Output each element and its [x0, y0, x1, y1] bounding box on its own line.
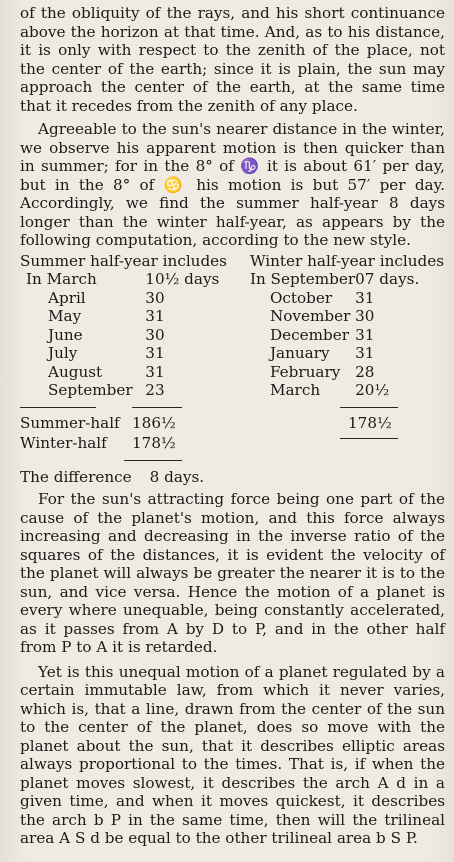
summer-half-label: Summer-half — [20, 413, 120, 432]
winter-month: In September — [249, 270, 356, 288]
winter-month: February — [269, 362, 341, 381]
difference-line — [20, 468, 445, 487]
winter-days: 28 — [355, 362, 375, 381]
winter-rule-top — [340, 407, 398, 408]
summer-days: 30 — [145, 288, 165, 307]
summer-days: 31 — [145, 362, 165, 381]
winter-half-value: 178½ — [132, 433, 176, 452]
summer-rule-right — [132, 407, 182, 408]
paragraph-3: For the sun's attracting force being one part of the cause of the planet's motion, and this force always increasing and decreasing in the inverse ratio of the squares of the distances, it is evident the velocity of the planet will always be greater the nearer it is to the sun, and vice versa. Hence the motion of a planet is every where unequable, being constantly accelerated, as it passes from A by D to P, and in the other half from P to A it is retarded. — [20, 490, 445, 656]
difference-label: The difference — [20, 467, 132, 486]
winter-days: 31 — [355, 288, 375, 307]
winter-days: 31 — [355, 325, 375, 344]
paragraph-4: Yet is this unequal motion of a planet regulated by a certain immutable law, from which it never varies, which is, that a line, drawn from the center of the sun to the center of the planet, does so move with the planet about the sun, that it describes elliptic areas always proportional to the times. That is, if when the planet moves slowest, it describes the arch A d in a given time, and when it moves quickest, it describes the arch b P in the same time, then will the trilineal area A S d be equal to the other trilineal area b S P. — [20, 662, 445, 847]
summer-month: In March — [26, 270, 97, 288]
paragraph-2: Agreeable to the sun's nearer distance in the winter, we observe his apparent motion is then quicker than in summer; for in the 8° of ♑ it is about 61′ per day, but in the 8° of ♋ his motion is but 57′ per day. Accordingly, we find the summer half-year 8 days longer than the winter half-year, as appears by the following computation, according to the new style. — [20, 120, 445, 249]
winter-month: November — [269, 307, 351, 325]
summer-rule-left — [20, 407, 96, 408]
summer-header: Summer half-year includes — [20, 251, 227, 270]
winter-total: 178½ — [348, 413, 392, 432]
paragraph-1: of the obliquity of the rays, and his short continuance above the horizon at that time. And, as to his distance, it is only with respect to the zenith of the place, not the center of the earth; since it is plain, the sun may approach the center of the earth, at the same time that it recedes from the zenith of any place. — [20, 4, 445, 115]
summer-days: 23 — [145, 381, 165, 399]
winter-month: March — [269, 381, 321, 399]
summer-half-value: 186½ — [132, 413, 176, 432]
winter-month: December — [269, 325, 349, 344]
summer-days: 31 — [145, 344, 165, 362]
winter-month: October — [269, 288, 333, 307]
difference-value: 8 days. — [149, 467, 205, 486]
summer-month: April — [48, 288, 86, 307]
winter-month: January — [269, 344, 330, 362]
winter-header: Winter half-year includes — [249, 251, 445, 270]
winter-days: 30 — [355, 307, 375, 325]
summer-month: May — [48, 307, 82, 325]
half-year-table — [20, 252, 445, 400]
winter-days: 07 days. — [355, 270, 420, 288]
half-totals — [20, 406, 445, 466]
summer-month: July — [48, 344, 78, 362]
winter-half-label: Winter-half — [20, 433, 107, 452]
winter-days: 20½ — [355, 381, 390, 399]
winter-rule-bottom — [340, 438, 398, 439]
summer-days: 10½ days — [145, 270, 220, 288]
summer-month: August — [48, 362, 103, 381]
summer-days: 31 — [145, 307, 165, 325]
difference-rule — [124, 460, 182, 461]
summer-days: 30 — [145, 325, 165, 344]
summer-month: September — [48, 381, 133, 399]
winter-days: 31 — [355, 344, 375, 362]
summer-month: June — [48, 325, 83, 344]
